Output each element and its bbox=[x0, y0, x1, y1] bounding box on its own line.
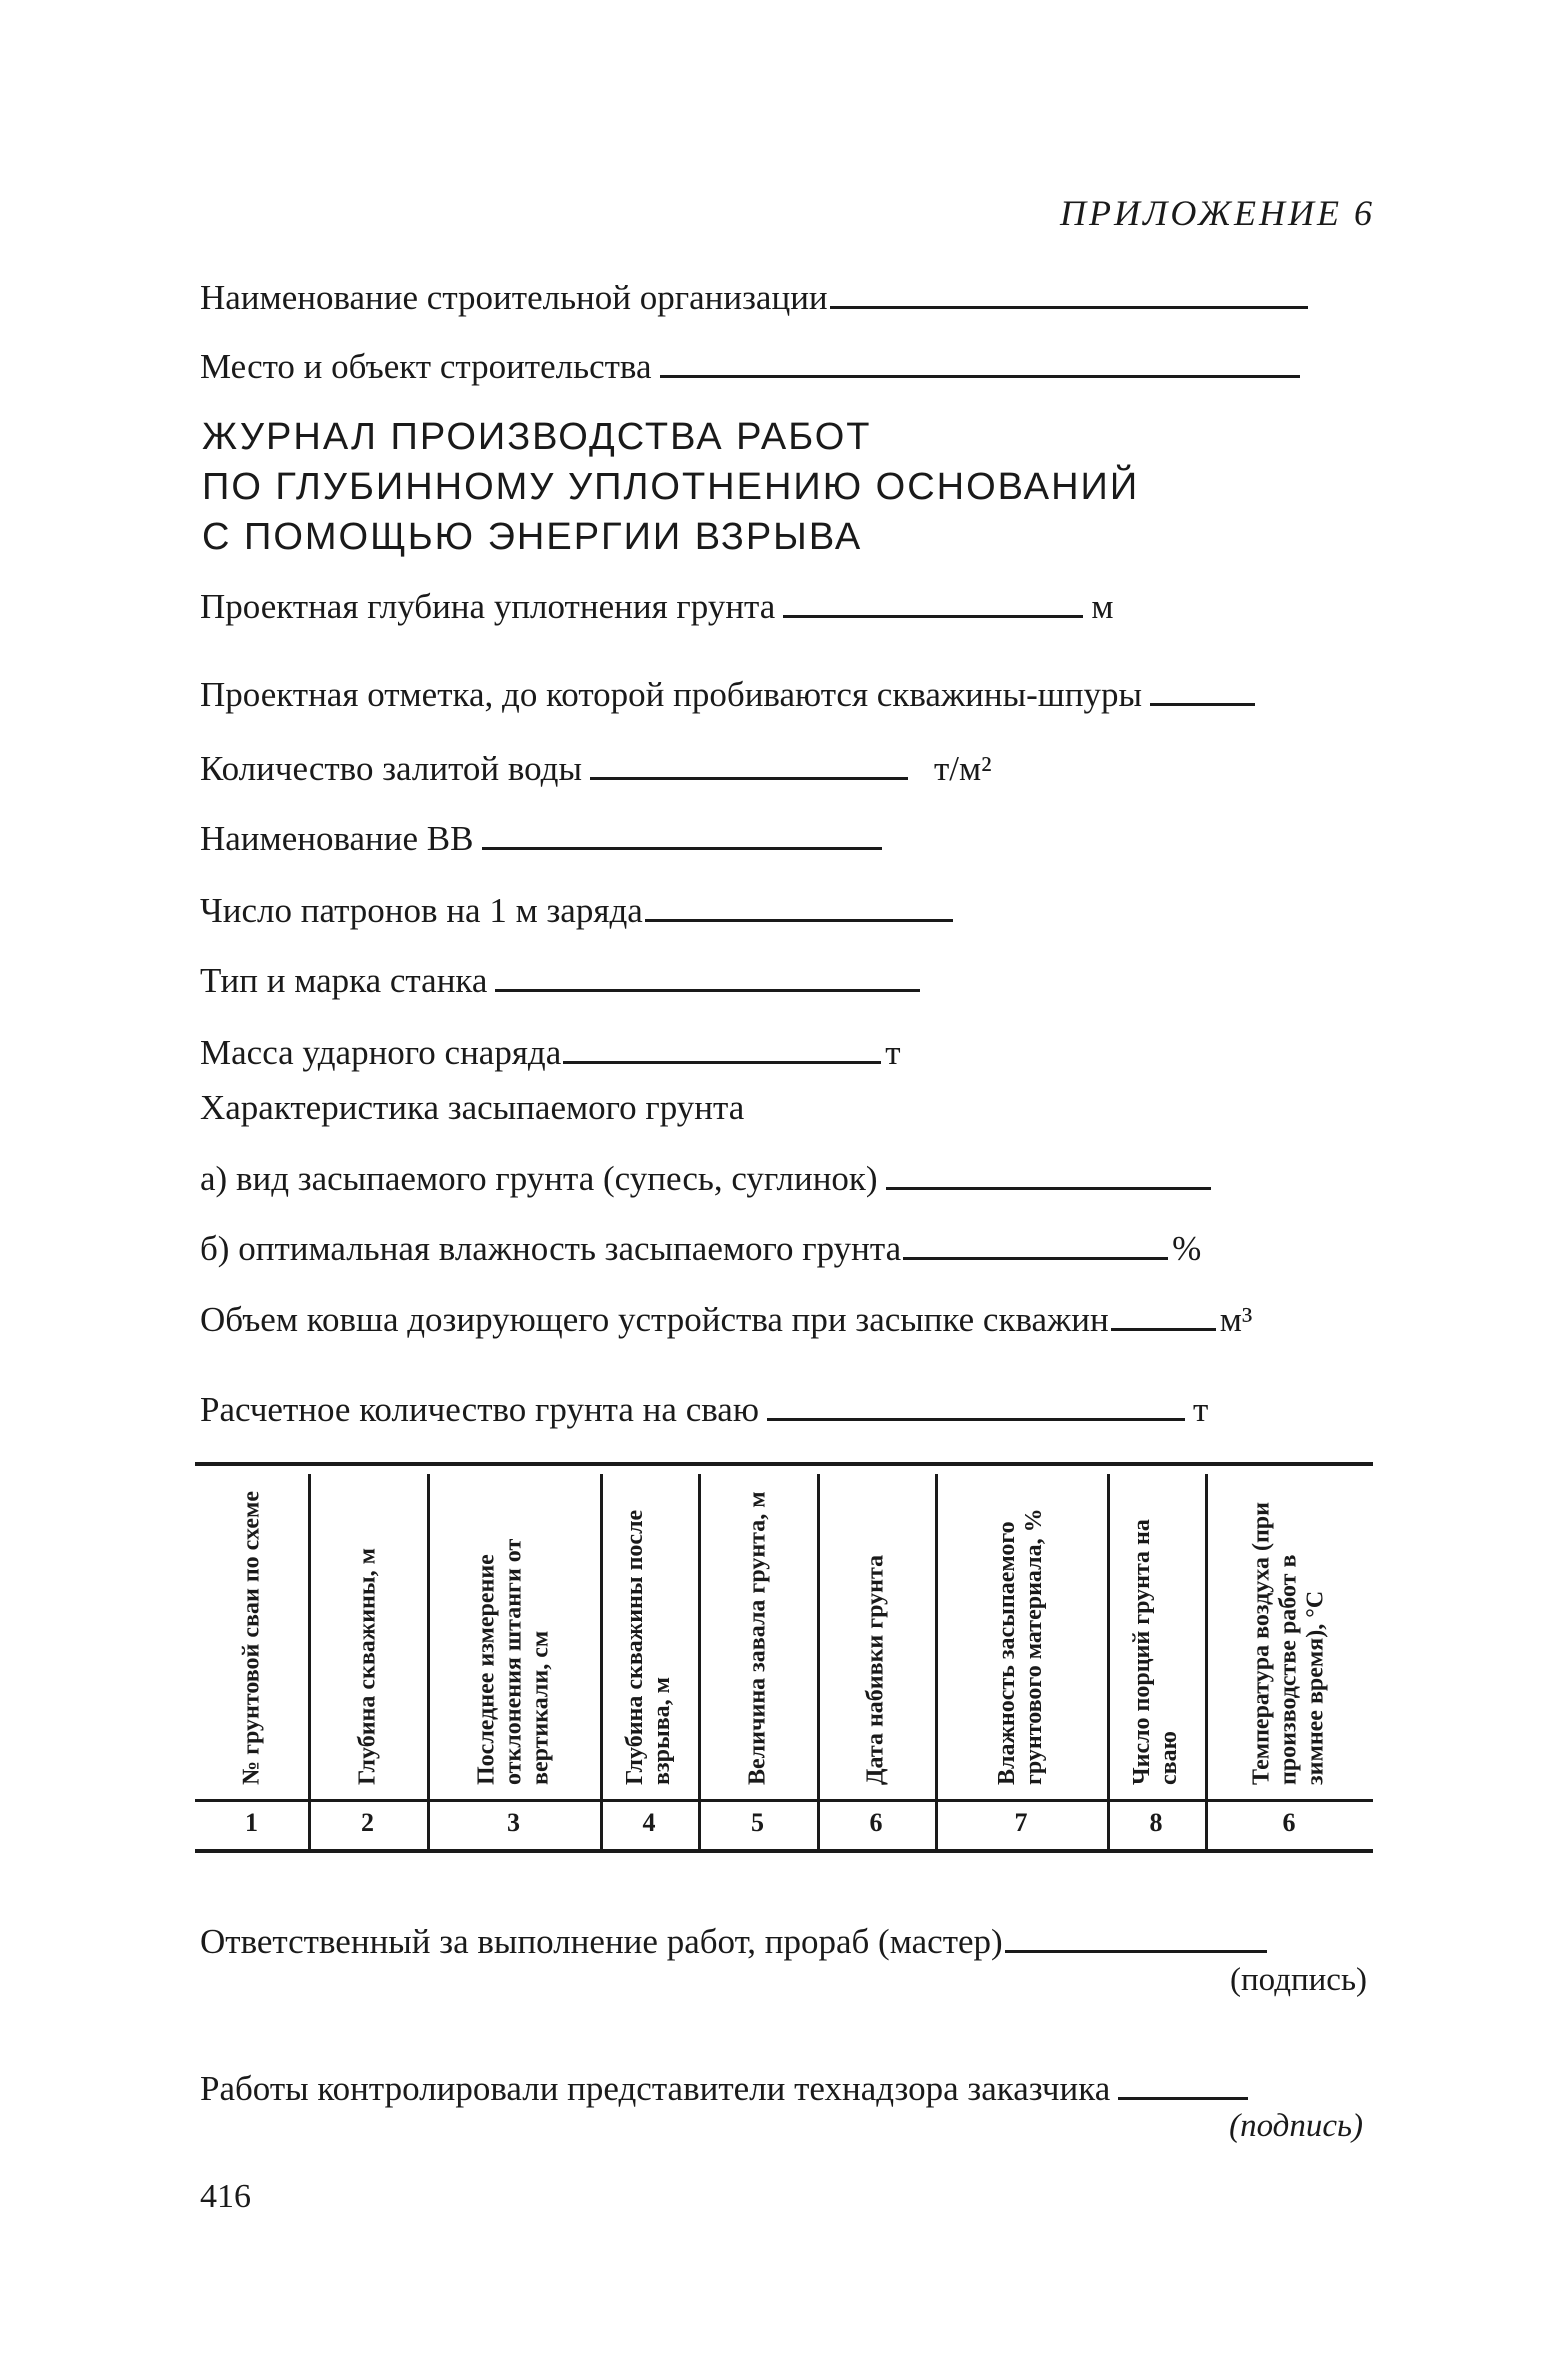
soil-type-label: а) вид засыпаемого грунта (супесь, суглинок) bbox=[200, 1159, 878, 1198]
column-number: 5 bbox=[751, 1808, 764, 1837]
bucket-blank[interactable] bbox=[1111, 1298, 1216, 1331]
cartridges-field bbox=[200, 889, 957, 937]
explosive-blank[interactable] bbox=[482, 817, 882, 850]
foreman-label: Ответственный за выполнение работ, прораб (мастер) bbox=[200, 1922, 1003, 1961]
supervision-label: Работы контролировали представители технадзора заказчика bbox=[200, 2069, 1111, 2108]
supervision-signature-field bbox=[200, 2067, 1256, 2115]
table-header-cell bbox=[1205, 1474, 1373, 1796]
mark-label: Проектная отметка, до которой пробиваются скважины-шпуры bbox=[200, 675, 1142, 714]
water-field bbox=[200, 747, 992, 795]
table-bottom-rule bbox=[195, 1849, 1373, 1853]
header-collapse-size: Величина завала грунта, м bbox=[744, 1491, 770, 1785]
supervision-signature-blank[interactable] bbox=[1118, 2067, 1248, 2100]
table-header-cell bbox=[195, 1474, 308, 1796]
header-well-depth: Глубина скважины, м bbox=[354, 1548, 380, 1785]
rig-blank[interactable] bbox=[495, 959, 920, 992]
explosive-label: Наименование ВВ bbox=[200, 819, 474, 858]
rig-label: Тип и марка станка bbox=[200, 961, 488, 1000]
depth-blank[interactable] bbox=[783, 585, 1083, 618]
column-number: 3 bbox=[507, 1808, 520, 1837]
soil-per-pile-field bbox=[200, 1388, 1208, 1436]
column-number: 7 bbox=[1014, 1808, 1028, 1837]
water-unit: т/м² bbox=[934, 749, 992, 788]
journal-table bbox=[195, 1462, 1373, 1852]
mass-unit: т bbox=[885, 1033, 901, 1072]
soil-type-blank[interactable] bbox=[886, 1157, 1211, 1190]
water-label: Количество залитой воды bbox=[200, 749, 582, 788]
org-blank[interactable] bbox=[830, 276, 1308, 309]
mark-blank[interactable] bbox=[1150, 673, 1255, 706]
bucket-unit: м³ bbox=[1219, 1300, 1253, 1339]
explosive-field bbox=[200, 817, 890, 865]
water-blank[interactable] bbox=[590, 747, 908, 780]
moisture-blank[interactable] bbox=[903, 1227, 1168, 1260]
table-header-cell bbox=[817, 1474, 935, 1796]
cartridges-blank[interactable] bbox=[645, 889, 953, 922]
rig-field bbox=[200, 959, 928, 1007]
column-number: 6 bbox=[869, 1808, 883, 1837]
depth-field bbox=[200, 585, 1113, 633]
place-field bbox=[200, 345, 1308, 393]
table-top-rule bbox=[195, 1462, 1373, 1466]
header-air-temperature: Температура воздуха (при производстве работ в зимнее время), °С bbox=[1248, 1502, 1329, 1785]
header-depth-after-blast: Глубина скважины после взрыва, м bbox=[622, 1509, 675, 1785]
soil-char-label: Характеристика засыпаемого грунта bbox=[200, 1088, 745, 1127]
depth-unit: м bbox=[1091, 587, 1114, 626]
mass-label: Масса ударного снаряда bbox=[200, 1033, 562, 1072]
table-header-cell bbox=[1107, 1474, 1205, 1796]
soil-per-pile-blank[interactable] bbox=[767, 1388, 1185, 1421]
column-number: 6 bbox=[1282, 1808, 1296, 1837]
soil-per-pile-unit: т bbox=[1192, 1390, 1209, 1429]
column-number: 8 bbox=[1149, 1808, 1163, 1837]
foreman-signature-caption: (подпись) bbox=[1230, 1962, 1367, 1998]
foreman-signature-field bbox=[200, 1920, 1271, 1968]
column-number: 1 bbox=[245, 1808, 258, 1837]
header-pile-number: № грунтовой сваи по схеме bbox=[238, 1490, 264, 1785]
cartridges-label: Число патронов на 1 м заряда bbox=[200, 891, 643, 930]
moisture-field bbox=[200, 1227, 1201, 1275]
moisture-unit: % bbox=[1172, 1229, 1202, 1268]
page-number: 416 bbox=[200, 2178, 251, 2215]
mark-field bbox=[200, 673, 1263, 721]
header-fill-moisture: Влажность засыпаемого грунтового материала, % bbox=[994, 1508, 1047, 1785]
moisture-label: б) оптимальная влажность засыпаемого грунта bbox=[200, 1229, 902, 1268]
depth-label: Проектная глубина уплотнения грунта bbox=[200, 587, 776, 626]
title-line-2: ПО ГЛУБИННОМУ УПЛОТНЕНИЮ ОСНОВАНИЙ bbox=[202, 466, 1140, 508]
org-label: Наименование строительной организации bbox=[200, 278, 828, 317]
soil-type-field bbox=[200, 1157, 1219, 1205]
soil-per-pile-label: Расчетное количество грунта на сваю bbox=[200, 1390, 759, 1429]
supervision-signature-caption: (подпись) bbox=[1229, 2108, 1363, 2144]
table-header-cell bbox=[308, 1474, 427, 1796]
bucket-field bbox=[200, 1298, 1252, 1346]
title-line-1: ЖУРНАЛ ПРОИЗВОДСТВА РАБОТ bbox=[202, 416, 872, 458]
header-fill-date: Дата набивки грунта bbox=[862, 1554, 889, 1785]
mass-field bbox=[200, 1031, 901, 1079]
header-portions-count: Число порций грунта на сваю bbox=[1129, 1519, 1182, 1785]
header-rod-deviation: Последнее измерение отклонения штанги от вертикали, см bbox=[473, 1538, 553, 1785]
place-label: Место и объект строительства bbox=[200, 347, 652, 386]
title-line-3: С ПОМОЩЬЮ ЭНЕРГИИ ВЗРЫВА bbox=[202, 516, 863, 558]
org-field bbox=[200, 276, 1312, 324]
column-number: 4 bbox=[642, 1808, 656, 1837]
place-blank[interactable] bbox=[660, 345, 1300, 378]
journal-title bbox=[202, 412, 1139, 562]
table-header-cell bbox=[600, 1474, 698, 1796]
table-header-cell bbox=[935, 1474, 1107, 1796]
foreman-signature-blank[interactable] bbox=[1005, 1920, 1267, 1953]
mass-blank[interactable] bbox=[563, 1031, 881, 1064]
table-header-rule bbox=[195, 1799, 1373, 1802]
table-header-cell bbox=[698, 1474, 817, 1796]
column-number: 2 bbox=[361, 1808, 374, 1837]
table-header-cell bbox=[427, 1474, 600, 1796]
bucket-label: Объем ковша дозирующего устройства при засыпке скважин bbox=[200, 1300, 1109, 1339]
appendix-label: ПРИЛОЖЕНИЕ 6 bbox=[1060, 193, 1375, 233]
